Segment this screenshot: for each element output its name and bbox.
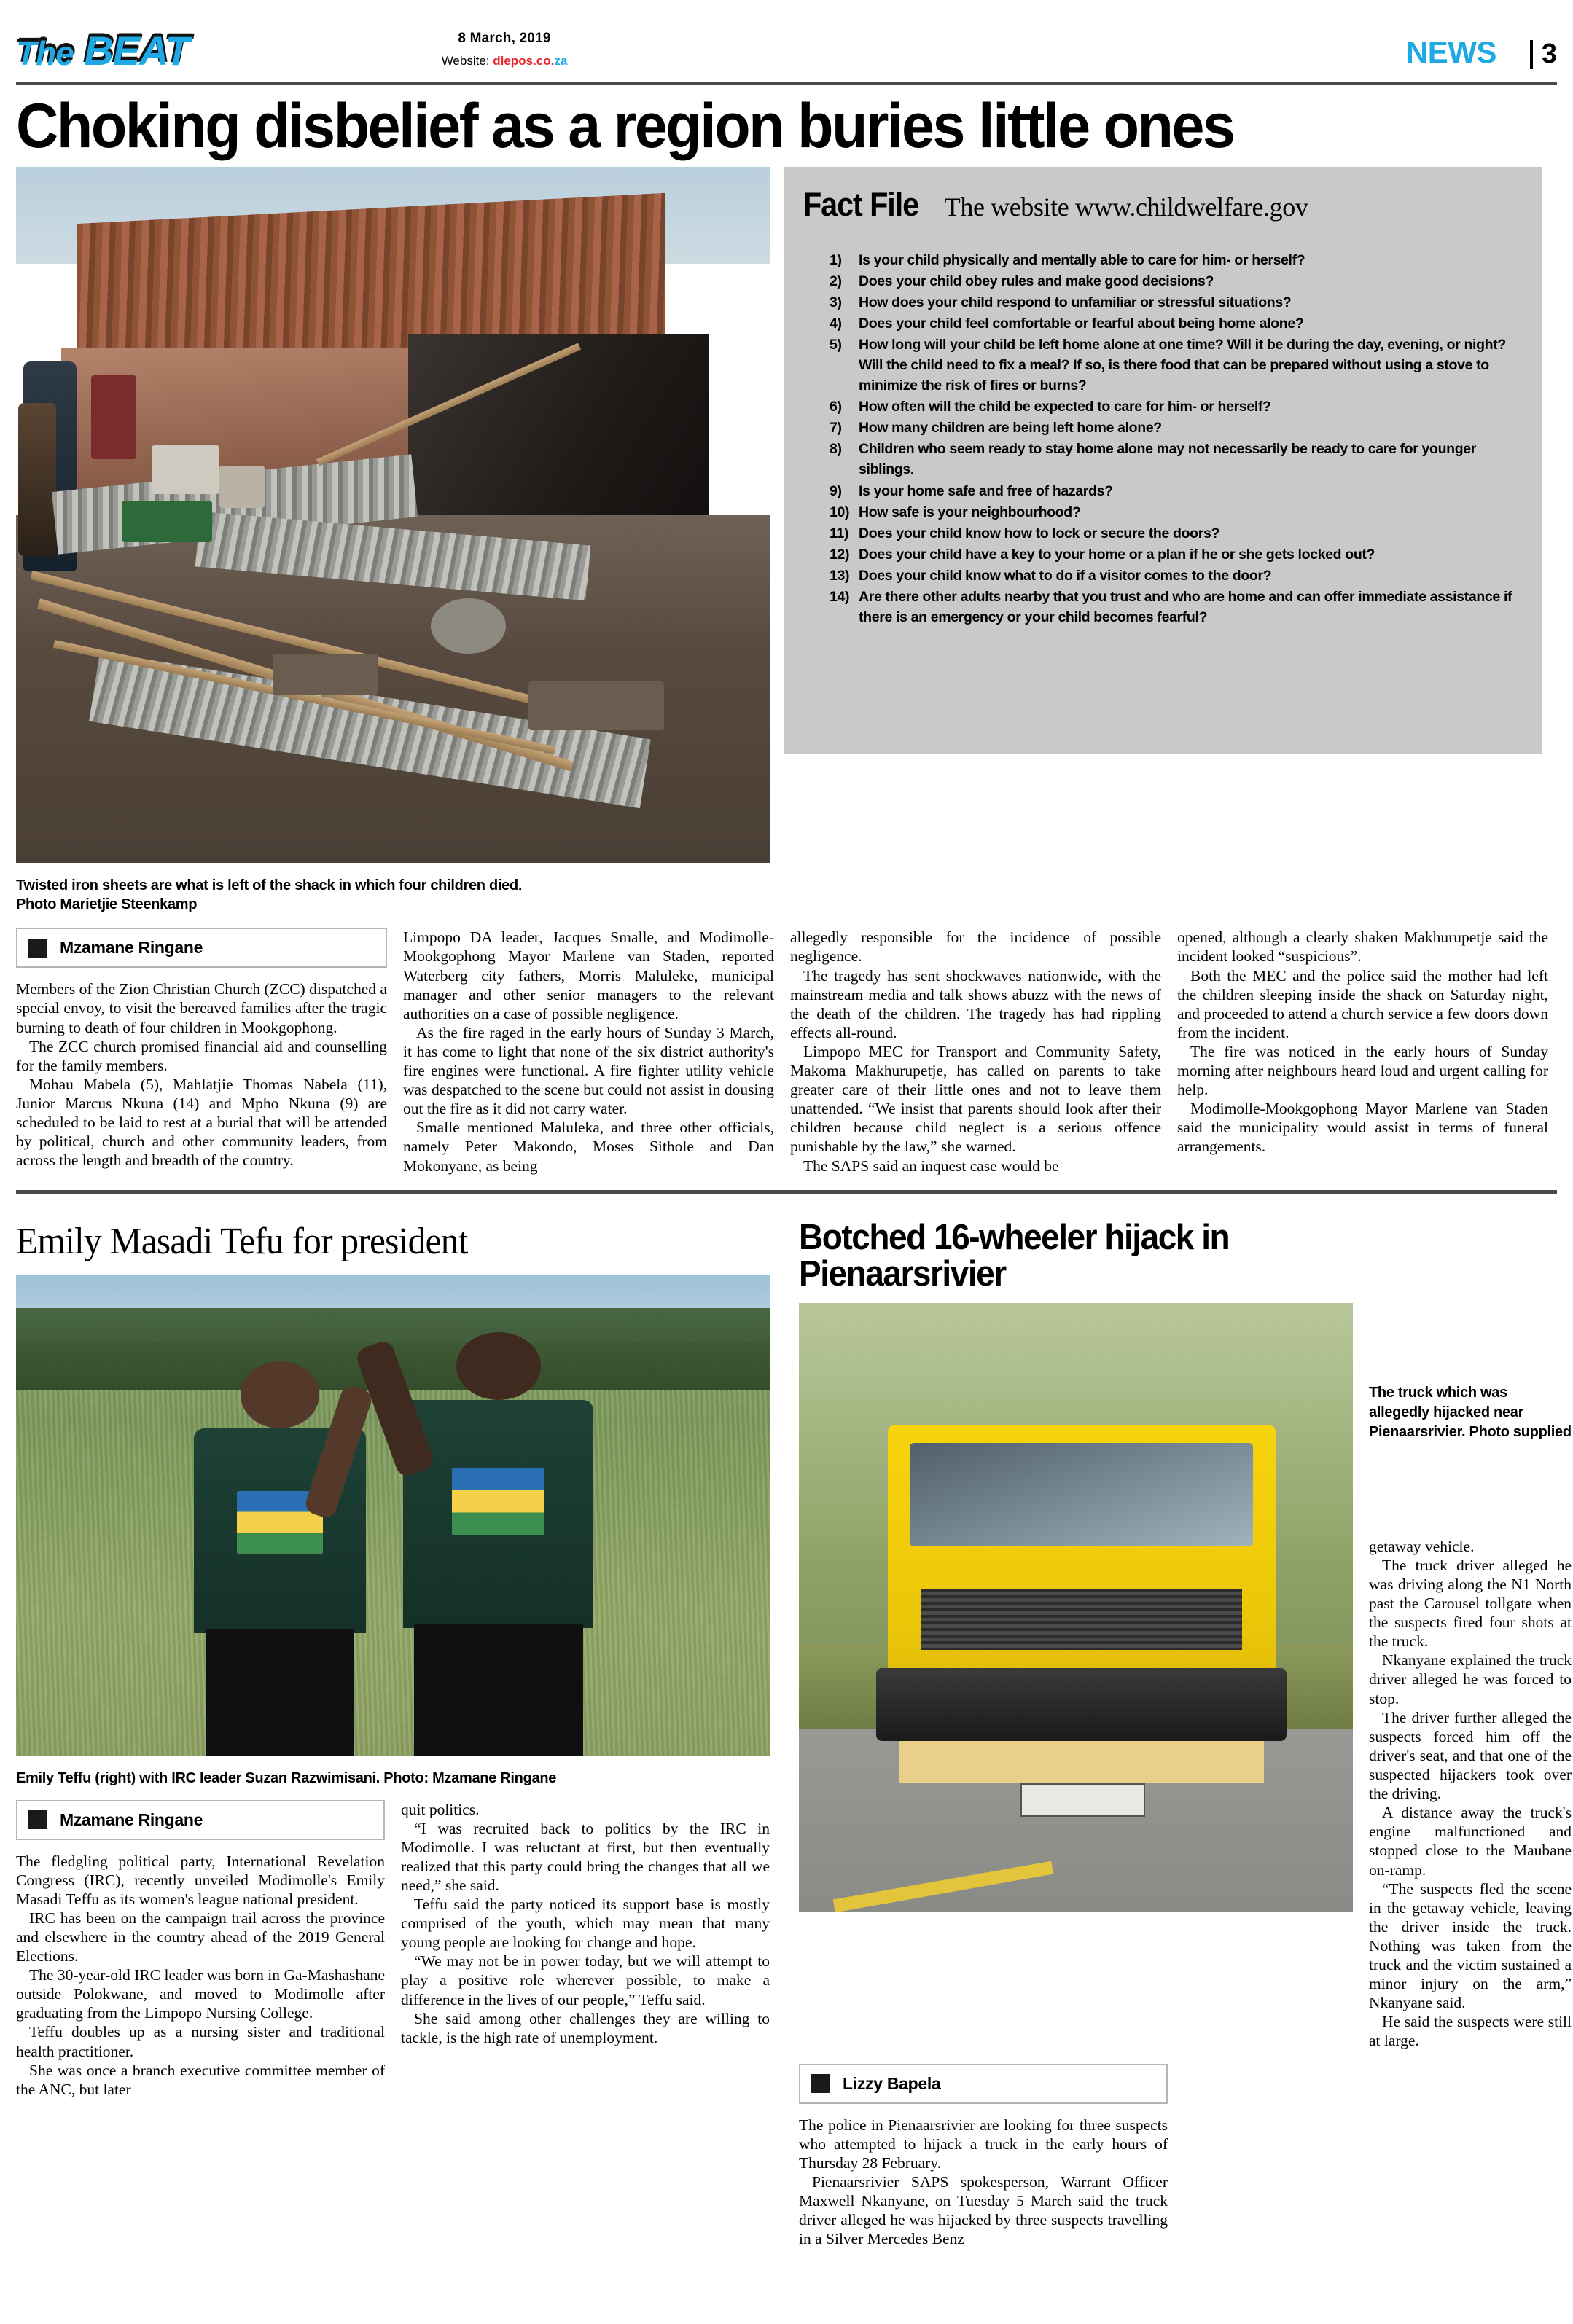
fact-file-item	[803, 250, 1523, 270]
story-hijack	[799, 1210, 1572, 2249]
hijack-photo-row	[799, 1303, 1572, 2051]
fact-file-item-text: How does your child respond to unfamiliar or stressful situations?	[859, 294, 1292, 310]
paragraph: The truck driver alleged he was driving along the N1 North past the Carousel tollgate when the suspects fired four shots at the truck.	[1369, 1556, 1572, 1651]
fact-file-item	[803, 523, 1523, 544]
hijack-headline-line-2: Pienaarsrivier	[799, 1253, 1006, 1294]
emily-photo	[16, 1275, 770, 1756]
fact-file-item	[803, 481, 1523, 501]
caption-line-1: Twisted iron sheets are what is left of the shack in which four children died.	[16, 877, 523, 893]
paragraph: Teffu said the party noticed its support base is mostly comprised of the youth, which may mean that many young people are looking for change and hope.	[401, 1895, 770, 1952]
lead-column-2	[403, 928, 774, 1175]
paragraph: Smalle mentioned Maluleka, and three other officials, namely Peter Makondo, Moses Sithole and Dan Mokonyane, as being	[403, 1119, 774, 1175]
rubble	[152, 445, 219, 494]
section-divider	[16, 1190, 1557, 1194]
byline-mzamane-ringane-lead	[16, 928, 387, 968]
figure-right-person	[393, 1332, 604, 1756]
fact-file-item-number: 3)	[830, 294, 842, 310]
lead-photo-burnt-shack	[16, 167, 770, 863]
emily-headline: Emily Masadi Tefu for president	[16, 1220, 468, 1262]
byline-square-icon	[28, 939, 47, 958]
paragraph: The fledgling political party, International Revelation Congress (IRC), recently unveiled Modimolle's Emily Masadi Teffu as its women's league national president.	[16, 1852, 385, 1908]
photo-layers	[16, 167, 770, 863]
fact-file-list	[803, 250, 1523, 627]
paragraph: A distance away the truck's engine malfunctioned and stopped close to the Maubane on-ramp.	[1369, 1804, 1572, 1879]
number-plate	[1020, 1783, 1145, 1817]
lead-column-4	[1177, 928, 1548, 1175]
paragraph: “We may not be in power today, but we will attempt to play a positive role wherever possible, to make a difference in the lives of our people,” Teffu said.	[401, 1952, 770, 2008]
page-number-rule	[1530, 40, 1533, 69]
pants	[414, 1624, 583, 1756]
byline-lizzy-bapela	[799, 2064, 1168, 2104]
fact-file-item-text: Does your child obey rules and make good decisions?	[859, 273, 1214, 289]
fact-file-item-text: Children who seem ready to stay home alone may not necessarily be ready to care for younger siblings.	[859, 441, 1477, 478]
fact-file-item	[803, 334, 1523, 396]
byline-square-icon	[28, 1810, 47, 1829]
paragraph: The police in Pienaarsrivier are looking for three suspects who attempted to hijack a truck in the early hours of Thursday 28 February.	[799, 2116, 1168, 2172]
byline-square-icon	[811, 2074, 830, 2093]
lower-section	[16, 1210, 1572, 2249]
story-emily	[16, 1210, 770, 2249]
paragraph: quit politics.	[401, 1800, 480, 1818]
fact-file-item-number: 7)	[830, 420, 842, 437]
paragraph: The tragedy has sent shockwaves nationwide, with the mainstream media and talk shows abuzz with the news of the death of the children. The tragedy has had rippling effects all-round.	[790, 966, 1161, 1041]
newspaper-logo	[16, 28, 278, 76]
date-block	[278, 31, 730, 76]
paragraph: “I was recruited back to politics by the IRC in Modimolle. I was reluctant at first, but then eventually realized that this party could bring the changes that all we need,” she said.	[401, 1819, 770, 1894]
paragraph: Members of the Zion Christian Church (ZCC) dispatched a special envoy, to visit the bereaved families after the tragic burning to death of four children in Mookgophong.	[16, 980, 387, 1036]
fact-file-item-number: 11)	[830, 525, 849, 541]
fact-file-item-text: Are there other adults nearby that you trust and who are home and can offer immediate assistance if there is an emergency or your child becomes fearful?	[859, 588, 1512, 626]
masthead	[16, 0, 1557, 76]
paragraph: She was once a branch executive committee member of the ANC, but later	[16, 2061, 385, 2098]
byline-mzamane-ringane-emily	[16, 1800, 385, 1840]
hijack-side-column	[1369, 1537, 1572, 2051]
emily-column-1	[16, 1800, 385, 2099]
emily-body-text-1	[16, 1852, 385, 2099]
emily-column-2	[401, 1800, 770, 2099]
pants	[206, 1629, 354, 1756]
fact-file-column	[784, 167, 1542, 915]
green-tarp	[122, 501, 212, 542]
hijack-bottom-column	[799, 2064, 1168, 2249]
page-number	[1530, 39, 1557, 76]
paragraph: Both the MEC and the police said the mother had left the children sleeping inside the shack on Saturday night, and proceeded to attend a church service a few doors down from the incident.	[1177, 966, 1548, 1041]
hijack-headline	[799, 1217, 1525, 1294]
fact-file-title: Fact File	[803, 185, 919, 223]
byline-name: Mzamane Ringane	[60, 1809, 203, 1829]
fact-file-item-text: How many children are being left home alone?	[859, 420, 1162, 437]
lead-column-3	[790, 928, 1161, 1175]
website-line	[278, 54, 730, 69]
fact-file-item-number: 13)	[830, 567, 850, 584]
emily-photo-caption: Emily Teffu (right) with IRC leader Suzan Razwimisani. Photo: Mzamane Ringane	[16, 1769, 557, 1786]
lead-photo-caption	[16, 876, 770, 915]
fact-file-item-text: Is your home safe and free of hazards?	[859, 482, 1113, 499]
fact-file-item	[803, 396, 1523, 417]
person-figure-2	[18, 403, 56, 556]
fact-file-item	[803, 313, 1523, 334]
paragraph: getaway vehicle.	[1369, 1537, 1475, 1555]
paragraph: Limpopo DA leader, Jacques Smalle, and Modimolle-Mookgophong Mayor Marlene van Staden, reported Waterberg city fathers, Morris Maluleke, municipal manager and other senior managers to the relevant authorities on a case of possible negligence.	[403, 928, 774, 1022]
paragraph: Pienaarsrivier SAPS spokesperson, Warrant Officer Maxwell Nkanyane, on Tuesday 5 March said the truck driver alleged he was hijacked by three suspects travelling in a Silver Mercedes Benz	[799, 2172, 1168, 2248]
lead-photo-wrap	[16, 167, 770, 915]
logo-beat: BEAT	[84, 28, 190, 74]
logo-the: The	[16, 34, 74, 72]
lead-body-columns	[16, 928, 1557, 1175]
paragraph: The ZCC church promised financial aid and counselling for the family members.	[16, 1037, 387, 1074]
masthead-divider	[16, 82, 1557, 85]
lead-top-block	[16, 167, 1557, 915]
grille	[921, 1589, 1242, 1650]
emily-body-columns	[16, 1800, 770, 2099]
fact-file-item	[803, 502, 1523, 523]
byline-name: Mzamane Ringane	[60, 938, 203, 958]
fact-file-item	[803, 271, 1523, 292]
paragraph: Limpopo MEC for Transport and Community Safety, Makoma Makhurupetje, has called on parents to take greater care of their little ones and not to leave them unattended. “We insist that parents should look after their children because child neglect is a serious offence punishable by the law,” she warned.	[790, 1042, 1161, 1156]
fact-file-item-text: Does your child feel comfortable or fearful about being home alone?	[859, 315, 1304, 332]
paragraph: He said the suspects were still at large.	[1369, 2013, 1572, 2050]
section-label: NEWS	[1405, 35, 1496, 69]
emily-body-text-2	[401, 1800, 770, 2047]
truck-photo	[799, 1303, 1353, 1912]
fact-file-item-number: 2)	[830, 273, 842, 289]
page-number-value: 3	[1541, 39, 1557, 69]
burnt-area-layer	[408, 334, 710, 543]
figure-left-person	[182, 1361, 378, 1756]
rubble	[528, 681, 664, 730]
fact-file-item	[803, 566, 1523, 586]
head	[456, 1332, 541, 1400]
byline-name: Lizzy Bapela	[843, 2073, 941, 2093]
paragraph: She said among other challenges they are willing to tackle, is the high rate of unemployment.	[401, 2009, 770, 2046]
lead-headline: Choking disbelief as a region buries little ones	[16, 91, 1234, 161]
truck-caption-and-text	[1369, 1303, 1572, 2051]
fact-file-item-number: 4)	[830, 315, 842, 332]
fact-file-item-number: 12)	[830, 546, 850, 563]
issue-date: 8 March, 2019	[458, 31, 551, 46]
fact-file-item-number: 14)	[830, 588, 850, 605]
fact-file-item-number: 1)	[830, 251, 842, 268]
fact-file-item	[803, 292, 1523, 313]
paragraph: opened, although a clearly shaken Makhurupetje said the incident looked “suspicious”.	[1177, 928, 1548, 966]
paragraph: Modimolle-Mookgophong Mayor Marlene van Staden said the municipality would assist in terms of funeral arrangements.	[1177, 1100, 1548, 1156]
rubble	[91, 375, 136, 459]
fact-file-item-number: 8)	[830, 441, 842, 458]
fact-file-item	[803, 544, 1523, 565]
paragraph: allegedly responsible for the incidence of possible negligence.	[790, 928, 1161, 966]
fact-file-item-number: 9)	[830, 482, 842, 499]
fact-file-header	[803, 186, 1523, 224]
paragraph: IRC has been on the campaign trail across the province and elsewhere in the country ahead of the 2019 General Elections.	[16, 1909, 385, 1965]
paragraph: Mohau Mabela (5), Mahlatjie Thomas Nabela (11), Junior Marcus Nkuna (14) and Mpho Nkuna (9) are scheduled to be laid to rest at a burial that will be attended by political, church and other community leaders, from across the length and breadth of the country.	[16, 1075, 387, 1170]
caption-line-2: Photo Marietjie Steenkamp	[16, 896, 198, 913]
paragraph: The 30-year-old IRC leader was born in Ga-Mashashane outside Polokwane, and moved to Modimolle after graduating from the Limpopo Nursing College.	[16, 1966, 385, 2022]
bumper	[899, 1741, 1265, 1783]
paragraph: “The suspects fled the scene in the getaway vehicle, leaving the driver inside the truck. Nothing was taken from the truck and the victim sustained a minor injury on the arm,” Nkanyane said.	[1369, 1879, 1572, 2012]
paragraph: As the fire raged in the early hours of Sunday 3 March, it has come to light that none of the six district authority's fire engines were functional. A fire fighter utility vehicle was despatched to the scene but could not assist in dousing out the fire as it did not carry water.	[403, 1023, 774, 1118]
fact-file-box	[784, 167, 1542, 754]
fact-file-item-number: 10)	[830, 504, 850, 520]
rubble	[219, 466, 265, 507]
head	[241, 1361, 319, 1428]
lead-body-text-1	[16, 979, 387, 1170]
truck-photo-caption: The truck which was allegedly hijacked near Pienaarsrivier. Photo supplied	[1369, 1384, 1572, 1440]
hijack-body-text	[799, 2116, 1168, 2249]
lead-column-1	[16, 928, 387, 1175]
rubble	[273, 654, 378, 695]
lead-body-text-4	[1177, 928, 1548, 1156]
bullbar	[876, 1668, 1286, 1741]
fact-file-item-number: 5)	[830, 337, 842, 353]
fact-file-item-text: Does your child know what to do if a visitor comes to the door?	[859, 567, 1272, 584]
fact-file-item-text: How safe is your neighbourhood?	[859, 504, 1081, 520]
hijack-headline-line-1: Botched 16-wheeler hijack in	[799, 1217, 1230, 1257]
fact-file-item	[803, 587, 1523, 627]
fact-file-item-number: 6)	[830, 399, 842, 415]
website-label: Website:	[441, 54, 490, 68]
lead-body-text-3	[790, 928, 1161, 1175]
fact-file-item-text: Does your child know how to lock or secure the doors?	[859, 525, 1220, 541]
lead-body-text-2	[403, 928, 774, 1175]
website-url[interactable]: diepos.co.za	[493, 54, 568, 68]
fact-file-item-text: How often will the child be expected to care for him- or herself?	[859, 399, 1271, 415]
shirt-logo	[452, 1468, 544, 1535]
fact-file-subtitle: The website www.childwelfare.gov	[944, 192, 1308, 222]
fact-file-item	[803, 418, 1523, 438]
fact-file-item-text: How long will your child be left home alone at one time? Will it be during the day, evening, or night? Will the child need to fix a meal? If so, is there food that can be prepared without using a stove to minimize the risk of fires or burns?	[859, 337, 1506, 394]
paragraph: The SAPS said an inquest case would be	[803, 1157, 1059, 1175]
windshield	[910, 1443, 1253, 1546]
paragraph: Nkanyane explained the truck driver alleged he was forced to stop.	[1369, 1651, 1572, 1707]
metal-basin	[431, 598, 506, 654]
paragraph: The fire was noticed in the early hours of Sunday morning after neighbours heard loud and urgent calling for help.	[1177, 1042, 1548, 1099]
paragraph: The driver further alleged the suspects forced him off the driver's seat, and that one of the suspected hijackers took over the driving.	[1369, 1708, 1572, 1803]
fact-file-item-text: Does your child have a key to your home or a plan if he or she gets locked out?	[859, 546, 1375, 563]
fact-file-item-text: Is your child physically and mentally able to care for him- or herself?	[859, 251, 1305, 268]
paragraph: Teffu doubles up as a nursing sister and traditional health practitioner.	[16, 2023, 385, 2060]
fact-file-item	[803, 439, 1523, 480]
